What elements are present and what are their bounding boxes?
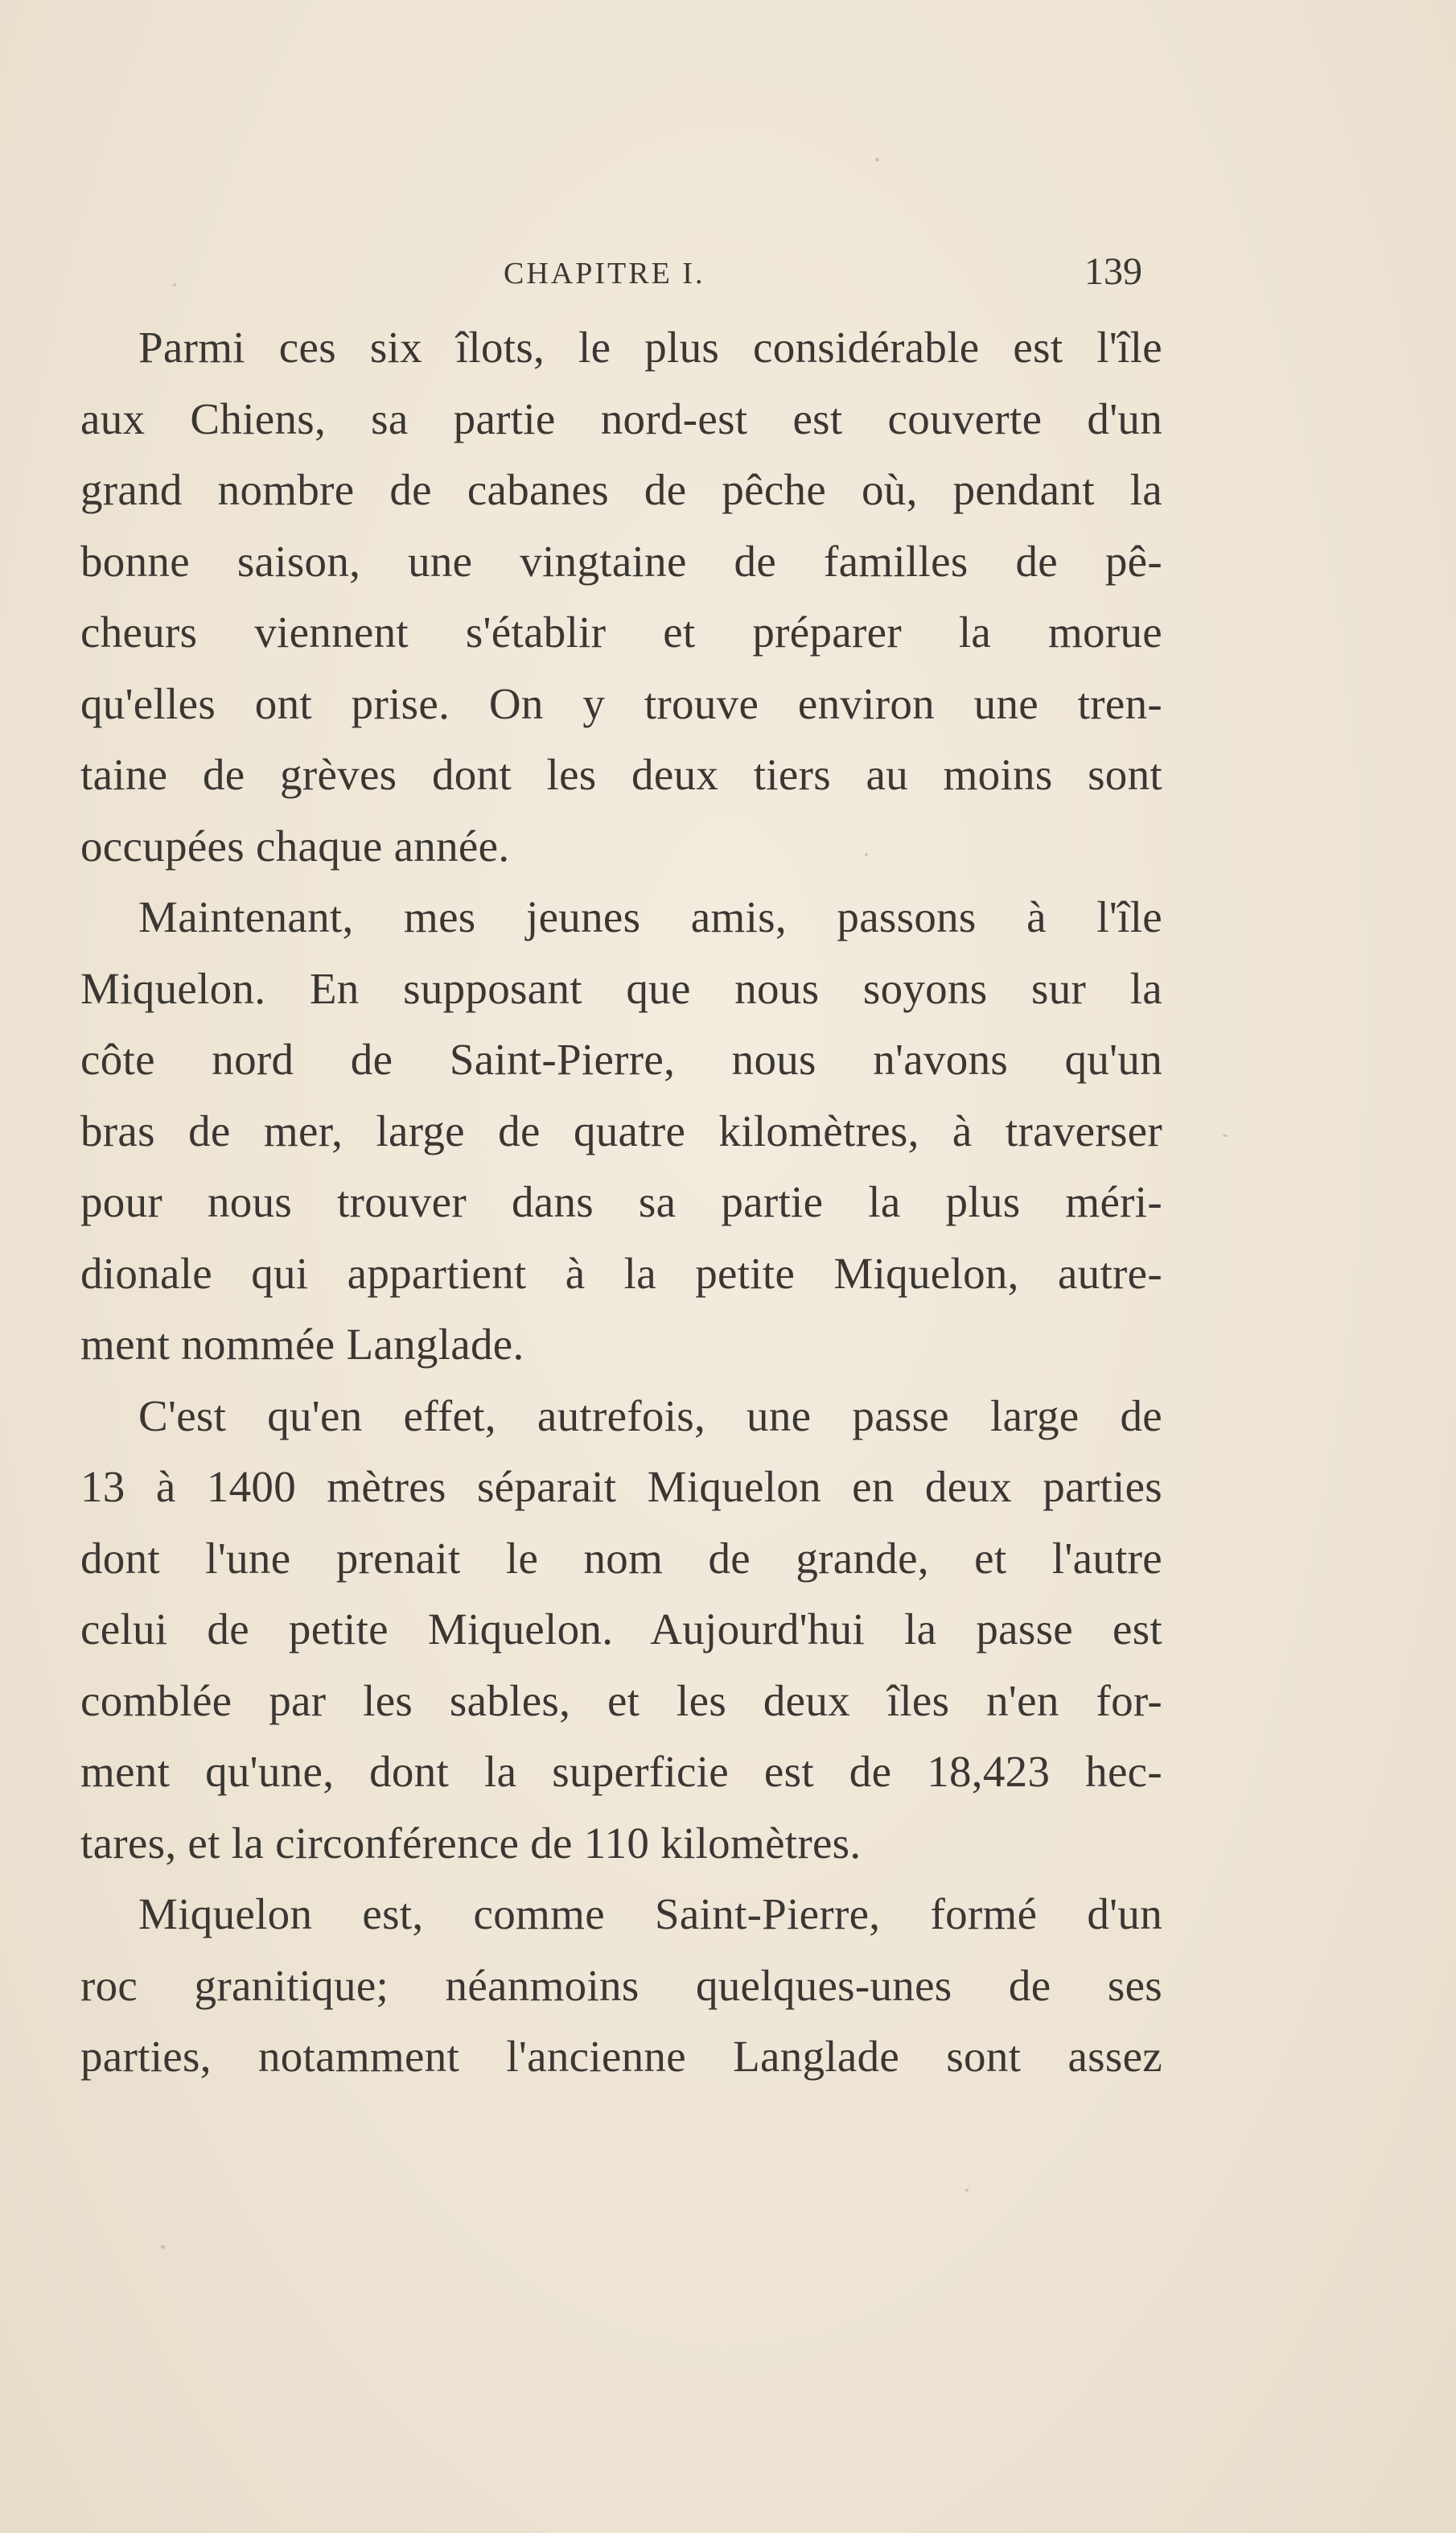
text-line: bras de mer, large de quatre kilomètres, à traverser (80, 1106, 1162, 1155)
text-line: qu'elles ont prise. On y trouve environ une tren- (80, 678, 1162, 728)
text-line: 13 à 1400 mètres séparait Miquelon en deux parties (80, 1462, 1162, 1511)
paper-speck (865, 853, 868, 856)
text-line: C'est qu'en effet, autrefois, une passe large de (138, 1390, 1162, 1440)
body-text (80, 312, 1162, 2093)
text-line: parties, notamment l'ancienne Langlade sont assez (80, 2032, 1162, 2081)
text-line: celui de petite Miquelon. Aujourd'hui la passe est (80, 1604, 1162, 1654)
text-line: pour nous trouver dans sa partie la plus méri- (80, 1177, 1162, 1226)
paper-speck (1223, 1135, 1228, 1137)
text-line: côte nord de Saint-Pierre, nous n'avons qu'un (80, 1035, 1162, 1084)
paper-speck (875, 158, 879, 162)
text-line: Miquelon est, comme Saint-Pierre, formé d'un (138, 1889, 1162, 1938)
text-line: bonne saison, une vingtaine de familles de pê- (80, 536, 1162, 586)
text-line: dionale qui appartient à la petite Miquelon, autre- (80, 1248, 1162, 1298)
text-line: Parmi ces six îlots, le plus considérable est l'île (138, 323, 1162, 372)
paper-speck (173, 283, 176, 286)
text-line: ment qu'une, dont la superficie est de 18,423 hec- (80, 1747, 1162, 1796)
running-head (80, 249, 1174, 306)
text-line: cheurs viennent s'établir et préparer la morue (80, 608, 1162, 657)
text-line: aux Chiens, sa partie nord-est est couverte d'un (80, 393, 1162, 443)
text-line: tares, et la circonférence de 110 kilomètres. (80, 1818, 862, 1868)
text-line: ment nommée Langlade. (80, 1320, 524, 1369)
text-line: roc granitique; néanmoins quelques-unes de ses (80, 1960, 1162, 2010)
chapter-title: CHAPITRE I. (504, 257, 705, 290)
text-line: comblée par les sables, et les deux îles n'en for- (80, 1675, 1162, 1725)
text-line: occupées chaque année. (80, 821, 510, 871)
text-line: dont l'une prenait le nom de grande, et l'autre (80, 1533, 1162, 1583)
text-line: Miquelon. En supposant que nous soyons sur la (80, 963, 1162, 1013)
paper-speck (161, 2245, 165, 2249)
page-number: 139 (1084, 250, 1142, 293)
text-line: grand nombre de cabanes de pêche où, pendant la (80, 465, 1162, 514)
paper-speck (965, 2189, 969, 2192)
text-line: Maintenant, mes jeunes amis, passons à l'île (138, 892, 1162, 941)
text-line: taine de grèves dont les deux tiers au moins sont (80, 750, 1162, 799)
